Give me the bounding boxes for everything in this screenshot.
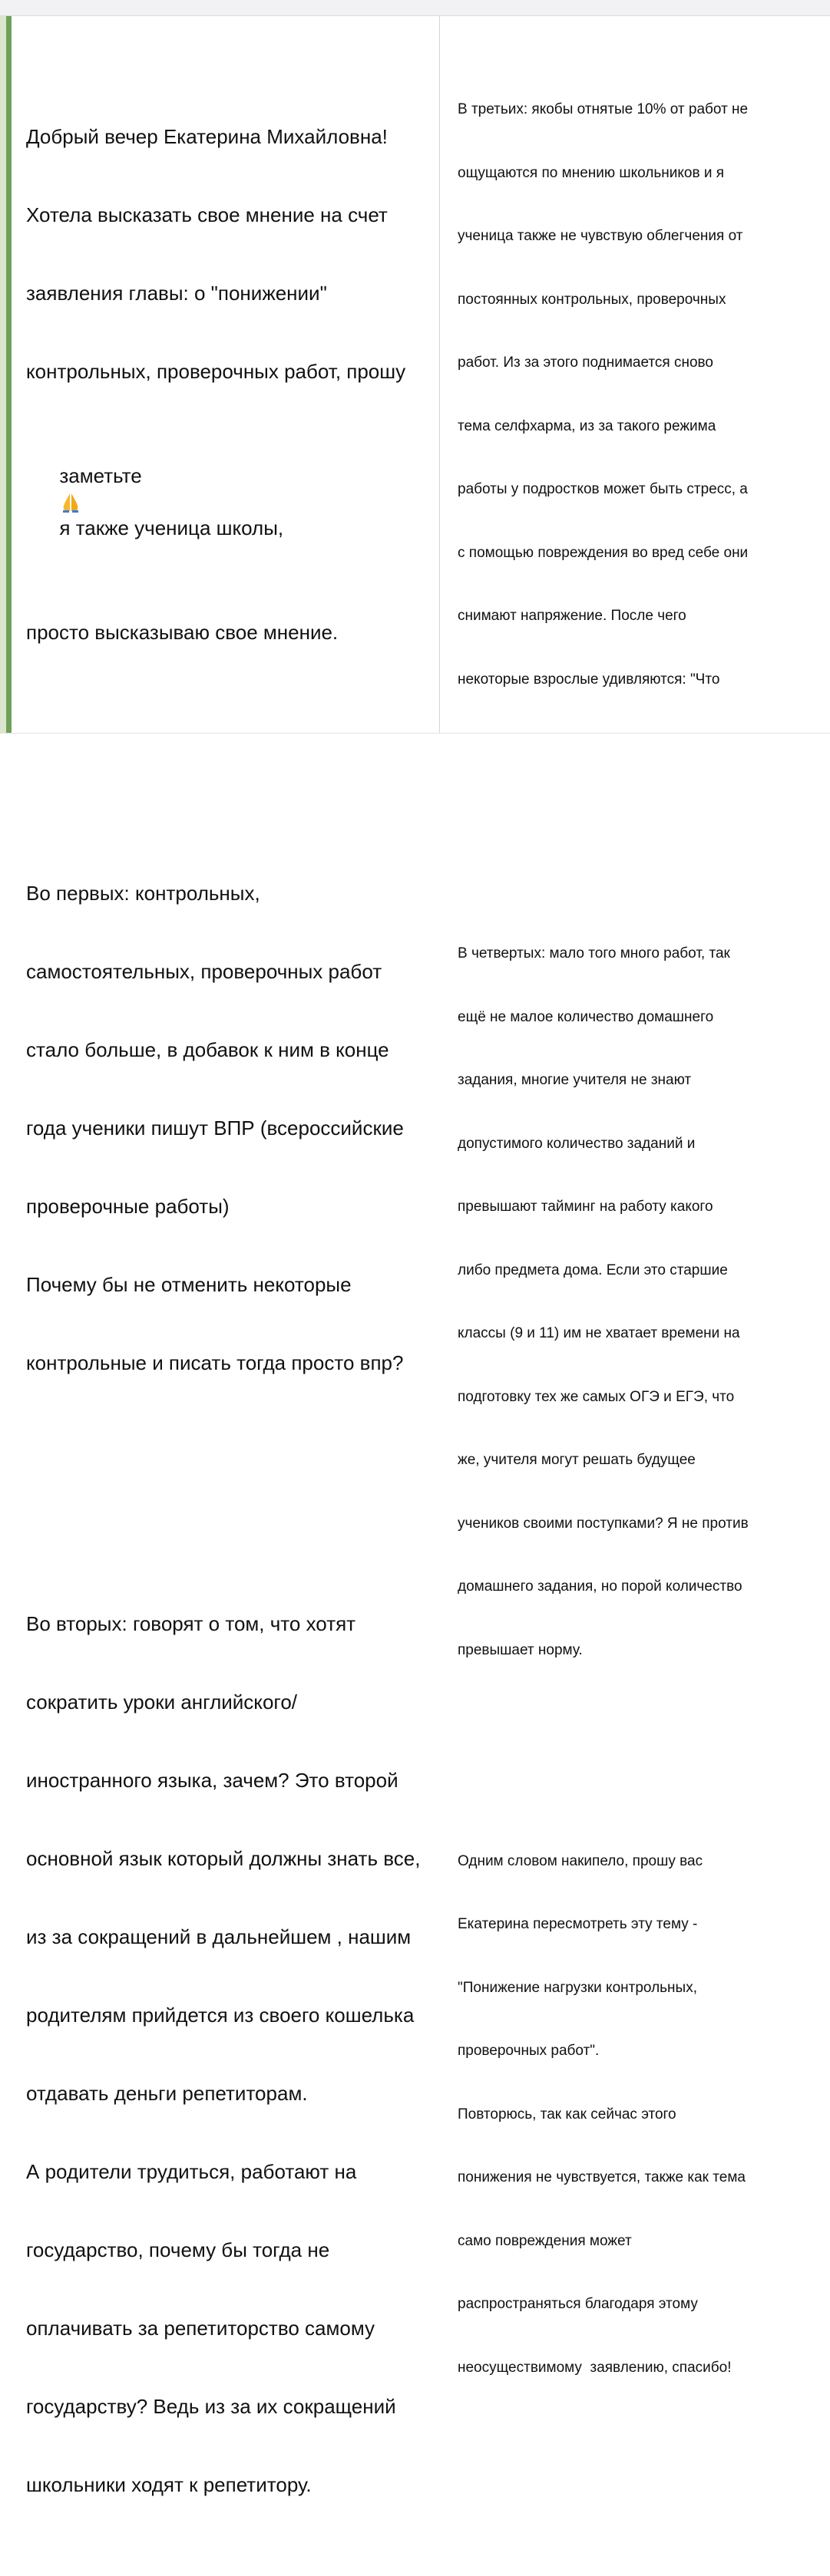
right-p3-line-5: Повторюсь, так как сейчас этого xyxy=(458,2106,676,2122)
right-margin xyxy=(793,16,830,733)
right-p2-line-1: В четвертых: мало того много работ, так xyxy=(458,945,730,961)
right-p2-line-4: допустимого количество заданий и xyxy=(458,1135,696,1152)
top-bar xyxy=(0,0,830,16)
left-p1-line-2: Хотела высказать свое мнение на счет xyxy=(26,203,388,226)
right-p3-line-9: неосуществимому заявлению, спасибо! xyxy=(458,2359,732,2376)
right-p1-line-9: снимают напряжение. После чего xyxy=(458,608,686,624)
left-p2-line-1: Во первых: контрольных, xyxy=(26,882,260,905)
right-p3-line-3: "Понижение нагрузки контрольных, xyxy=(458,1979,697,1996)
right-p3-line-6: понижения не чувствуется, также как тема xyxy=(458,2169,746,2185)
folded-hands-icon xyxy=(59,490,82,513)
left-p3-line-5: из за сокращений в дальнейшем , нашим xyxy=(26,1925,412,1948)
left-p1-line-4: контрольных, проверочных работ, прошу xyxy=(26,360,406,383)
bottom-area xyxy=(0,733,830,755)
left-p2-line-2: самостоятельных, проверочных работ xyxy=(26,960,382,983)
left-p2-line-6: Почему бы не отменить некоторые xyxy=(26,1273,352,1296)
left-p1-line-5 xyxy=(26,437,433,567)
emoji-line-before: заметьте xyxy=(59,464,142,487)
right-paragraph-2 xyxy=(458,901,788,1703)
left-p3-line-1: Во вторых: говорят о том, что хотят xyxy=(26,1612,356,1635)
right-p2-line-7: классы (9 и 11) им не хватает времени на xyxy=(458,1325,740,1341)
left-message-text xyxy=(26,19,433,2576)
right-p1-line-6: тема селфхарма, из за такого режима xyxy=(458,417,716,434)
left-p2-line-4: года ученики пишут ВПР (всероссийские xyxy=(26,1116,404,1140)
right-p2-line-10: учеников своими поступками? Я не против xyxy=(458,1515,749,1532)
left-p2-line-3: стало больше, в добавок к ним в конце xyxy=(26,1038,389,1061)
left-p3-line-11: государству? Ведь из за их сокращений xyxy=(26,2395,396,2418)
left-p3-line-10: оплачивать за репетиторство самому xyxy=(26,2317,375,2340)
left-p3-line-9: государство, почему бы тогда не xyxy=(26,2238,330,2261)
right-p2-line-2: ещё не малое количество домашнего xyxy=(458,1008,714,1025)
right-message-text xyxy=(458,15,788,2442)
right-p1-line-8: с помощью повреждения во вред себе они xyxy=(458,544,749,561)
left-p3-line-6: родителям прийдется из своего кошелька xyxy=(26,2004,415,2027)
right-p2-line-11: домашнего задания, но порой количество xyxy=(458,1578,742,1595)
right-p1-line-2: ощущаются по мнению школьников и я xyxy=(458,164,725,181)
left-paragraph-1 xyxy=(26,71,433,698)
message-accent-bar xyxy=(6,16,12,733)
left-p1-line-1: Добрый вечер Екатерина Михайловна! xyxy=(26,125,388,148)
right-p2-line-9: же, учителя могут решать будущее xyxy=(458,1452,696,1468)
left-p1-line-3: заявления главы: о "понижении" xyxy=(26,282,327,305)
left-paragraph-3 xyxy=(26,1558,433,2550)
left-p2-line-7: контрольные и писать тогда просто впр? xyxy=(26,1351,404,1374)
right-p1-line-4: постоянных контрольных, проверочных xyxy=(458,291,726,308)
right-p2-line-6: либо предмета дома. Если это старшие xyxy=(458,1262,728,1278)
right-p1-line-3: ученица также не чувствую облегчения от xyxy=(458,228,743,244)
left-paragraph-2 xyxy=(26,828,433,1428)
left-p1-line-6: просто высказываю свое мнение. xyxy=(26,621,339,644)
right-p1-line-10: некоторые взрослые удивляются: "Что xyxy=(458,671,720,688)
right-p3-line-7: само повреждения может xyxy=(458,2232,632,2249)
right-p2-line-8: подготовку тех же самых ОГЭ и ЕГЭ, что xyxy=(458,1388,735,1405)
right-p3-line-8: распространяться благодаря этому xyxy=(458,2296,698,2312)
right-paragraph-3 xyxy=(458,1809,788,2421)
emoji-line-after: я также ученица школы, xyxy=(59,516,284,539)
left-p2-line-5: проверочные работы) xyxy=(26,1195,230,1218)
left-p3-line-8: А родители трудиться, работают на xyxy=(26,2160,357,2183)
left-p3-line-2: сократить уроки английского/ xyxy=(26,1690,298,1713)
right-p1-line-7: работы у подростков может быть стресс, а xyxy=(458,481,748,497)
right-p3-line-2: Екатерина пересмотреть эту тему - xyxy=(458,1916,698,1932)
left-p3-line-7: отдавать деньги репетиторам. xyxy=(26,2082,308,2105)
left-p3-line-3: иностранного языка, зачем? Это второй xyxy=(26,1769,398,1792)
right-p3-line-1: Одним словом накипело, прошу вас xyxy=(458,1852,703,1869)
right-p2-line-3: задания, многие учителя не знают xyxy=(458,1072,692,1088)
right-p3-line-4: проверочных работ". xyxy=(458,2043,600,2059)
left-p3-line-12: школьники ходят к репетитору. xyxy=(26,2473,312,2496)
right-p2-line-5: превышают тайминг на работу какого xyxy=(458,1199,713,1215)
right-p2-line-12: превышает норму. xyxy=(458,1641,583,1658)
left-p3-line-4: основной язык который должны знать все, xyxy=(26,1847,421,1870)
right-p1-line-5: работ. Из за этого поднимается сново xyxy=(458,355,713,371)
right-paragraph-1 xyxy=(458,57,788,796)
right-p1-line-1: В третьих: якобы отнятые 10% от работ не xyxy=(458,101,749,117)
